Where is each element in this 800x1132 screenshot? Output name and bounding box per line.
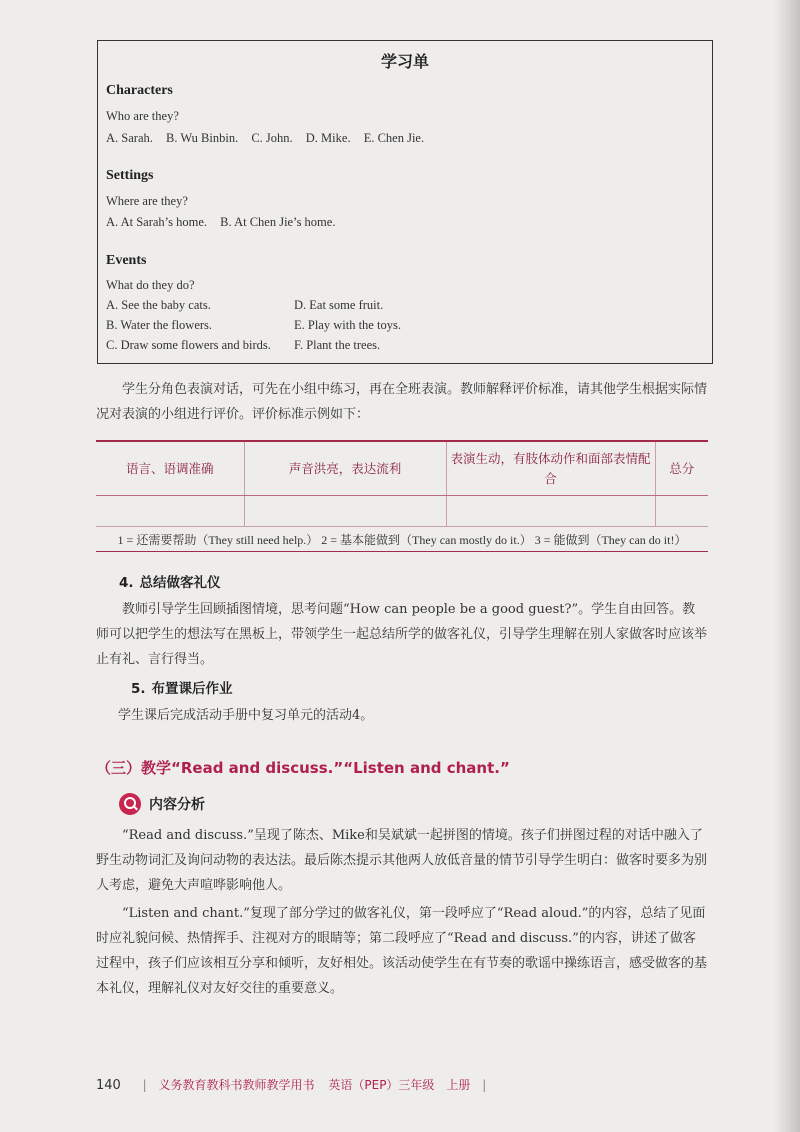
characters-heading: Characters bbox=[106, 83, 173, 98]
intro-paragraph: 学生分角色表演对话，可先在小组中练习，再在全班表演。教师解释评价标准，请其他学生根据实际情况对表演的小组进行评价。评价标准示例如下： bbox=[96, 382, 708, 422]
score-legend: 1 = 还需要帮助（They still need help.） 2 = 基本能做到（They can mostly do it.） 3 = 能做到（They can do it!） bbox=[96, 531, 708, 552]
analysis-paragraph-1: “Read and discuss.”呈现了陈杰、Mike和吴斌斌一起拼图的情境。孩子们拼图过程的对话中融入了野生动物词汇及询问动物的表达法。最后陈杰提示其他两人放低音量的情节引导学生明白：做客时要多为别人考虑，避免大声喧哗影响他人。 bbox=[96, 828, 708, 893]
character-option: D. Mike. bbox=[305, 131, 351, 145]
character-option: C. John. bbox=[251, 131, 293, 145]
table-header-row bbox=[96, 441, 708, 496]
character-option: A. Sarah. bbox=[106, 131, 153, 145]
step4-text: 教师引导学生回顾插图情境，思考问题“How can people be a good guest?”。学生自由回答。教师可以把学生的想法写在黑板上，带领学生一起总结所学的做客礼仪，引导学生理解在别人家做客时应该举止有礼、言行得当。 bbox=[96, 602, 708, 667]
events-heading: Events bbox=[106, 253, 147, 268]
event-option: B. Water the flowers. bbox=[106, 318, 213, 332]
setting-option: A. At Sarah’s home. bbox=[106, 215, 208, 229]
table-row bbox=[96, 496, 708, 527]
table-cell bbox=[655, 496, 708, 527]
footer-book-title: 义务教育教科书教师教学用书 bbox=[158, 1078, 315, 1092]
settings-heading: Settings bbox=[106, 168, 154, 183]
worksheet-box bbox=[97, 40, 713, 364]
event-option: C. Draw some flowers and birds. bbox=[106, 338, 271, 352]
worksheet-title: 学习单 bbox=[380, 52, 429, 71]
footer-subject: 英语（PEP）三年级 上册 bbox=[328, 1078, 471, 1092]
table-header-cell: 表演生动，有肢体动作和面部表情配合 bbox=[446, 441, 655, 496]
characters-options bbox=[106, 131, 434, 146]
page-footer bbox=[96, 1076, 494, 1093]
section-heading: （三）教学“Read and discuss.”“Listen and chant.” bbox=[96, 759, 510, 777]
step5-text: 学生课后完成活动手册中复习单元的活动4。 bbox=[118, 708, 374, 723]
setting-option: B. At Chen Jie’s home. bbox=[220, 215, 336, 229]
evaluation-table bbox=[96, 440, 708, 527]
footer-divider: | bbox=[482, 1078, 487, 1092]
step4-title: 总结做客礼仪 bbox=[139, 575, 221, 591]
settings-options bbox=[106, 215, 345, 230]
table-cell bbox=[446, 496, 655, 527]
event-option: E. Play with the toys. bbox=[294, 318, 401, 332]
table-header-cell: 总分 bbox=[655, 441, 708, 496]
settings-question: Where are they? bbox=[106, 194, 188, 208]
step4-number: 4. bbox=[119, 575, 134, 591]
footer-divider: | bbox=[142, 1078, 147, 1092]
magnifier-icon bbox=[119, 793, 141, 815]
table-cell bbox=[96, 496, 244, 527]
events-question: What do they do? bbox=[106, 278, 195, 292]
analysis-paragraph-2: “Listen and chant.”复现了部分学过的做客礼仪，第一段呼应了“Read aloud.”的内容，总结了见面时应礼貌问候、热情挥手、注视对方的眼睛等；第二段呼应了“Read and discuss.”的内容，讲述了做客过程中，孩子们应该相互分享和倾听，友好相处。该活动使学生在有节奏的歌谣中操练语言，感受做客的基本礼仪，理解礼仪对友好交往的重要意义。 bbox=[96, 906, 708, 996]
step5-heading bbox=[131, 677, 233, 697]
character-option: E. Chen Jie. bbox=[363, 131, 425, 145]
table-header-cell: 声音洪亮，表达流利 bbox=[244, 441, 446, 496]
page-number: 140 bbox=[96, 1078, 121, 1093]
step5-title: 布置课后作业 bbox=[151, 681, 233, 697]
content-analysis-title: 内容分析 bbox=[149, 797, 205, 813]
event-option: F. Plant the trees. bbox=[294, 338, 381, 352]
character-option: B. Wu Binbin. bbox=[166, 131, 239, 145]
table-header-cell: 语言、语调准确 bbox=[96, 441, 244, 496]
step4-heading bbox=[119, 571, 221, 591]
event-option: A. See the baby cats. bbox=[106, 298, 211, 312]
table-cell bbox=[244, 496, 446, 527]
event-option: D. Eat some fruit. bbox=[294, 298, 384, 312]
step5-number: 5. bbox=[131, 681, 146, 697]
content-analysis-heading bbox=[119, 793, 205, 815]
page-edge-shadow bbox=[774, 0, 800, 1132]
characters-question: Who are they? bbox=[106, 109, 179, 123]
